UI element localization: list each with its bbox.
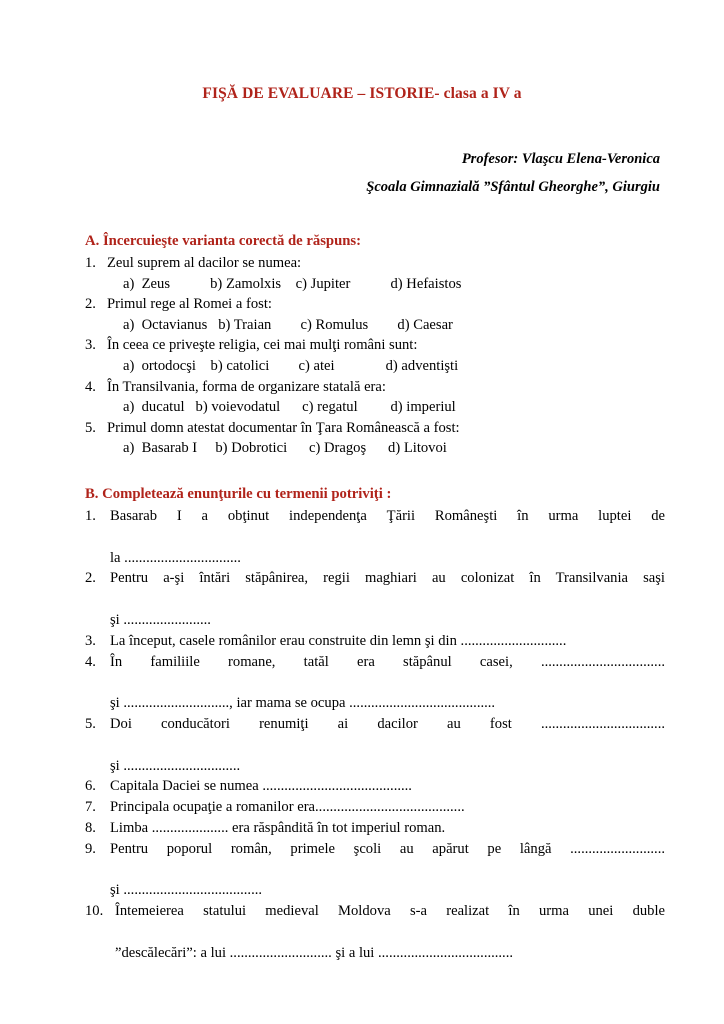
item-text[interactable]: Doi conducători renumiţi ai dacilor au fost .................................. bbox=[110, 715, 665, 732]
question-text: În Transilvania, forma de organizare statală era: bbox=[107, 378, 386, 395]
fill-in-item bbox=[85, 797, 665, 818]
fill-in-item bbox=[85, 631, 665, 652]
item-text[interactable]: Principala ocupaţie a romanilor era......................................... bbox=[110, 799, 465, 816]
question-options[interactable]: a) ducatul b) voievodatul c) regatul d) imperiul bbox=[123, 399, 456, 416]
item-number: 4. bbox=[85, 653, 96, 670]
question-item bbox=[85, 418, 675, 459]
section-b-heading: B. Completează enunţurile cu termenii potriviţi : bbox=[85, 486, 392, 502]
item-text: Pentru a-şi întări stăpânirea, regii maghiari au colonizat în Transilvania saşi bbox=[110, 570, 665, 587]
question-number: 5. bbox=[85, 419, 96, 436]
item-text[interactable]: La început, casele românilor erau construite din lemn şi din ............................. bbox=[110, 632, 567, 649]
question-number: 2. bbox=[85, 296, 96, 313]
fill-in-item bbox=[85, 506, 665, 568]
item-continuation[interactable]: şi ...................................... bbox=[110, 882, 263, 899]
item-number: 1. bbox=[85, 508, 96, 524]
item-text: Basarab I a obţinut independenţa Ţării Româneşti în urma luptei de bbox=[110, 508, 665, 524]
item-text[interactable]: Pentru poporul român, primele şcoli au apărut pe lângă .......................... bbox=[110, 840, 665, 857]
question-text: În ceea ce priveşte religia, cei mai mulţi români sunt: bbox=[107, 337, 418, 354]
question-number: 4. bbox=[85, 378, 96, 395]
page-title: FIŞĂ DE EVALUARE – ISTORIE- clasa a IV a bbox=[202, 85, 522, 102]
item-text[interactable]: Limba ..................... era răspândită în tot imperiul roman. bbox=[110, 819, 446, 836]
item-text[interactable]: Capitala Daciei se numea ......................................... bbox=[110, 778, 412, 795]
item-number: 10. bbox=[85, 903, 104, 920]
question-number: 1. bbox=[85, 255, 96, 271]
question-options[interactable]: a) Octavianus b) Traian c) Romulus d) Caesar bbox=[123, 316, 453, 333]
question-options[interactable]: a) ortodocşi b) catolici c) atei d) adventişti bbox=[123, 357, 459, 374]
section-a-question-list bbox=[85, 253, 675, 459]
fill-in-item bbox=[85, 818, 665, 839]
item-number: 9. bbox=[85, 840, 96, 857]
question-text: Primul domn atestat documentar în Ţara Românească a fost: bbox=[107, 419, 460, 436]
section-a bbox=[85, 231, 675, 459]
question-item bbox=[85, 335, 675, 376]
fill-in-item bbox=[85, 568, 665, 630]
fill-in-item bbox=[85, 839, 665, 901]
item-number: 2. bbox=[85, 570, 96, 587]
item-text: Întemeierea statului medieval Moldova s-a realizat în urma unei duble bbox=[115, 903, 665, 920]
fill-in-item bbox=[85, 714, 665, 776]
question-item bbox=[85, 294, 675, 335]
author-block bbox=[100, 145, 660, 201]
school-name: Şcoala Gimnazială ”Sfântul Gheorghe”, Giurgiu bbox=[366, 179, 660, 195]
item-number: 8. bbox=[85, 819, 96, 836]
question-text: Primul rege al Romei a fost: bbox=[107, 296, 272, 313]
question-text: Zeul suprem al dacilor se numea: bbox=[107, 255, 302, 271]
item-continuation[interactable]: şi ........................ bbox=[110, 611, 211, 628]
item-number: 7. bbox=[85, 799, 96, 816]
fill-in-item bbox=[85, 901, 665, 963]
section-b-item-list bbox=[85, 506, 665, 964]
question-options[interactable]: a) Basarab I b) Dobrotici c) Dragoş d) Litovoi bbox=[123, 440, 447, 457]
item-number: 3. bbox=[85, 632, 96, 649]
item-continuation[interactable]: ”descălecări”: a lui ............................ şi a lui ..................................... bbox=[115, 944, 514, 961]
fill-in-item bbox=[85, 652, 665, 714]
section-b bbox=[85, 484, 665, 964]
item-text[interactable]: În familiile romane, tatăl era stăpânul casei, .................................. bbox=[110, 653, 665, 670]
section-a-heading: A. Încercuieşte varianta corectă de răspuns: bbox=[85, 233, 362, 249]
item-number: 6. bbox=[85, 778, 96, 795]
item-number: 5. bbox=[85, 715, 96, 732]
item-continuation[interactable]: şi ............................., iar mama se ocupa ........................................ bbox=[110, 695, 496, 712]
question-options[interactable]: a) Zeus b) Zamolxis c) Jupiter d) Hefaistos bbox=[123, 275, 462, 292]
item-continuation[interactable]: şi ................................ bbox=[110, 757, 241, 774]
question-item bbox=[85, 253, 675, 294]
question-number: 3. bbox=[85, 337, 96, 354]
item-continuation[interactable]: la ................................ bbox=[110, 549, 241, 566]
fill-in-item bbox=[85, 776, 665, 797]
teacher-name: Profesor: Vlaşcu Elena-Veronica bbox=[461, 151, 660, 167]
question-item bbox=[85, 377, 675, 418]
